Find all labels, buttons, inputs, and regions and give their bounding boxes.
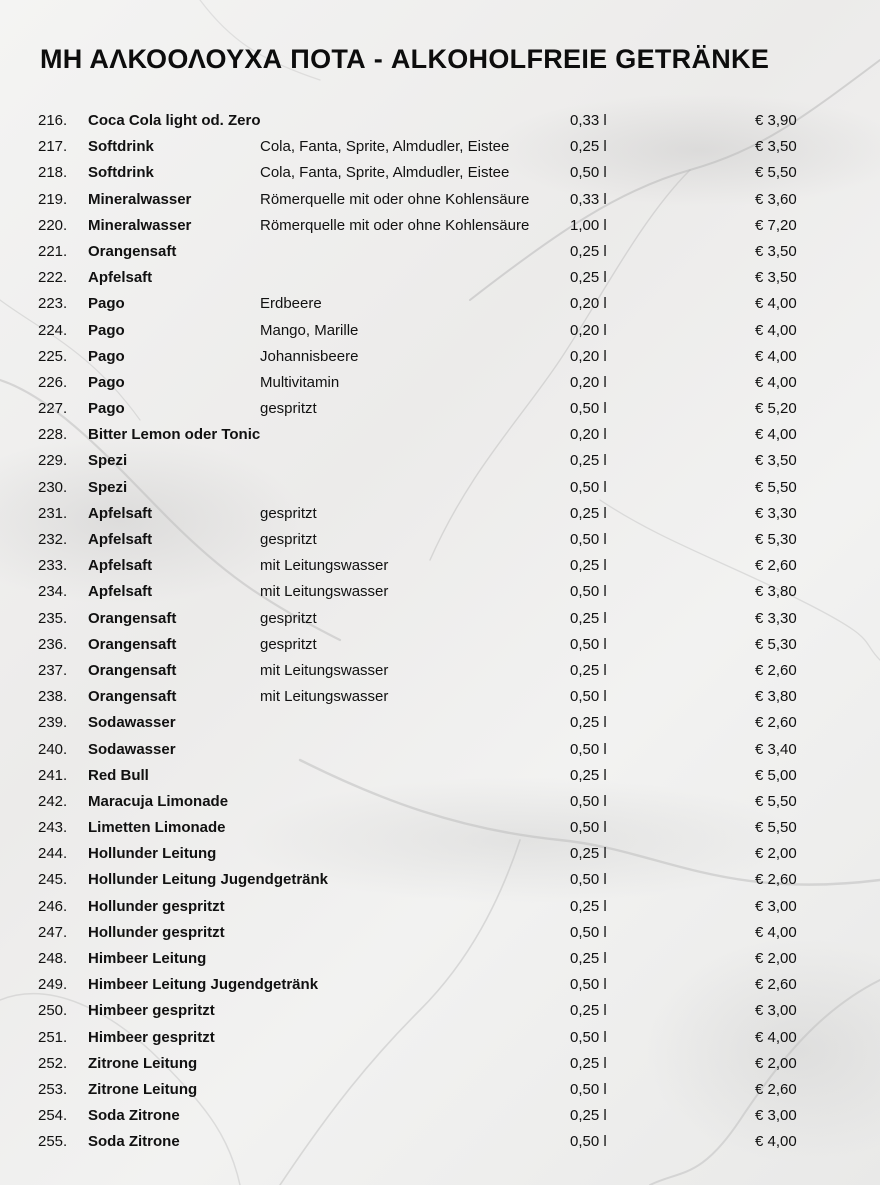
menu-item-row	[0, 501, 880, 527]
item-price: € 2,00	[755, 950, 797, 967]
item-volume: 0,25 l	[570, 661, 607, 679]
menu-item-row	[0, 867, 880, 893]
item-name: Apfelsaft	[88, 531, 153, 548]
item-name: Maracuja Limonade	[88, 792, 229, 810]
menu-item-row	[0, 632, 880, 658]
item-number: 222.	[38, 269, 68, 287]
item-number: 234.	[38, 583, 68, 601]
item-number: 247.	[38, 923, 68, 941]
menu-item-row	[0, 396, 880, 422]
item-price: € 5,20	[755, 400, 797, 418]
item-price: € 3,50	[755, 269, 797, 287]
menu-item-row	[0, 1025, 880, 1051]
item-volume: 0,50 l	[570, 923, 607, 941]
item-volume: 0,50 l	[570, 583, 607, 601]
item-description: gespritzt	[260, 504, 317, 522]
item-price: € 4,00	[755, 347, 797, 365]
item-price: € 3,80	[755, 583, 797, 601]
item-price: € 4,00	[755, 1028, 797, 1046]
item-price: € 4,00	[755, 321, 797, 339]
item-volume: 0,25 l	[570, 1054, 607, 1072]
item-price: € 3,90	[755, 112, 797, 129]
item-price: € 3,50	[755, 138, 797, 156]
item-price: € 4,00	[755, 373, 797, 391]
item-price: € 5,00	[755, 766, 797, 784]
item-number: 226.	[38, 373, 68, 391]
item-volume: 0,25 l	[570, 138, 607, 156]
item-price: € 5,30	[755, 531, 797, 548]
item-volume: 0,25 l	[570, 609, 607, 627]
item-price: € 3,30	[755, 504, 797, 522]
item-number: 232.	[38, 531, 68, 548]
item-name: Pago	[88, 373, 125, 391]
item-price: € 5,50	[755, 792, 797, 810]
item-name: Spezi	[88, 452, 128, 470]
item-name: Himbeer Leitung	[88, 950, 207, 967]
item-name: Pago	[88, 400, 125, 418]
item-name: Orangensaft	[88, 609, 177, 627]
item-price: € 3,40	[755, 740, 797, 758]
item-volume: 0,50 l	[570, 871, 607, 889]
item-number: 225.	[38, 347, 68, 365]
item-description: Johannisbeere	[260, 347, 359, 365]
menu-item-row	[0, 318, 880, 344]
item-volume: 0,25 l	[570, 845, 607, 863]
item-volume: 0,25 l	[570, 766, 607, 784]
item-price: € 3,50	[755, 242, 797, 260]
item-name: Himbeer gespritzt	[88, 1002, 215, 1020]
item-description: Erdbeere	[260, 295, 322, 313]
item-number: 240.	[38, 740, 68, 758]
item-volume: 0,50 l	[570, 164, 607, 182]
item-price: € 4,00	[755, 295, 797, 313]
menu-item-row	[0, 737, 880, 763]
item-price: € 3,60	[755, 190, 797, 208]
item-name: Apfelsaft	[88, 583, 153, 601]
menu-item-row	[0, 946, 880, 972]
item-name: Limetten Limonade	[88, 819, 226, 837]
item-number: 254.	[38, 1107, 68, 1125]
item-number: 223.	[38, 295, 68, 313]
item-volume: 0,33 l	[570, 190, 607, 208]
item-price: € 5,50	[755, 478, 797, 496]
item-number: 231.	[38, 504, 68, 522]
item-volume: 0,50 l	[570, 1028, 607, 1046]
item-number: 220.	[38, 216, 68, 234]
item-name: Orangensaft	[88, 688, 177, 706]
item-price: € 4,00	[755, 426, 797, 444]
item-name: Pago	[88, 295, 125, 313]
item-description: Mango, Marille	[260, 321, 359, 339]
item-name: Sodawasser	[88, 740, 176, 758]
item-name: Zitrone Leitung	[88, 1054, 198, 1072]
menu-item-row	[0, 1077, 880, 1103]
item-volume: 0,50 l	[570, 1133, 607, 1151]
item-price: € 2,60	[755, 557, 797, 575]
item-number: 224.	[38, 321, 68, 339]
item-volume: 1,00 l	[570, 216, 607, 234]
item-number: 242.	[38, 792, 68, 810]
item-price: € 2,60	[755, 871, 797, 889]
item-name: Himbeer Leitung Jugendgetränk	[88, 976, 319, 994]
item-name: Soda Zitrone	[88, 1107, 180, 1125]
item-volume: 0,50 l	[570, 478, 607, 496]
item-number: 249.	[38, 976, 68, 994]
item-name: Mineralwasser	[88, 216, 192, 234]
item-price: € 3,80	[755, 688, 797, 706]
item-volume: 0,25 l	[570, 714, 607, 732]
item-number: 229.	[38, 452, 68, 470]
item-price: € 2,00	[755, 1054, 797, 1072]
drinks-list	[0, 108, 880, 1156]
item-volume: 0,50 l	[570, 688, 607, 706]
menu-item-row	[0, 815, 880, 841]
menu-item-row	[0, 1129, 880, 1155]
item-description: mit Leitungswasser	[260, 661, 389, 679]
menu-item-row	[0, 160, 880, 186]
item-number: 248.	[38, 950, 68, 967]
item-price: € 5,50	[755, 164, 797, 182]
item-description: Cola, Fanta, Sprite, Almdudler, Eistee	[260, 164, 510, 182]
item-description: Cola, Fanta, Sprite, Almdudler, Eistee	[260, 138, 510, 156]
item-volume: 0,20 l	[570, 426, 607, 444]
item-number: 244.	[38, 845, 68, 863]
item-name: Bitter Lemon oder Tonic	[88, 426, 261, 444]
page-title: ΜΗ ΑΛΚΟΟΛΟΥΧΑ ΠΟΤΑ - ALKOHOLFREIE GETRÄNKE	[40, 44, 770, 74]
menu-item-row	[0, 344, 880, 370]
item-volume: 0,25 l	[570, 452, 607, 470]
item-price: € 2,60	[755, 976, 797, 994]
item-name: Sodawasser	[88, 714, 176, 732]
item-description: gespritzt	[260, 400, 317, 418]
item-name: Softdrink	[88, 138, 154, 156]
item-number: 255.	[38, 1133, 68, 1151]
item-price: € 2,00	[755, 845, 797, 863]
item-volume: 0,25 l	[570, 897, 607, 915]
item-description: Römerquelle mit oder ohne Kohlensäure	[260, 216, 530, 234]
item-name: Spezi	[88, 478, 128, 496]
item-name: Apfelsaft	[88, 504, 153, 522]
item-volume: 0,50 l	[570, 792, 607, 810]
item-price: € 3,50	[755, 452, 797, 470]
item-price: € 2,60	[755, 1080, 797, 1098]
item-number: 252.	[38, 1054, 68, 1072]
menu-item-row	[0, 448, 880, 474]
item-name: Soda Zitrone	[88, 1133, 180, 1151]
item-name: Pago	[88, 347, 125, 365]
item-volume: 0,25 l	[570, 557, 607, 575]
menu-item-row	[0, 370, 880, 396]
item-volume: 0,50 l	[570, 400, 607, 418]
menu-item-row	[0, 789, 880, 815]
item-number: 243.	[38, 819, 68, 837]
item-number: 216.	[38, 112, 68, 129]
item-price: € 3,00	[755, 897, 797, 915]
menu-item-row	[0, 710, 880, 736]
item-price: € 5,50	[755, 819, 797, 837]
menu-item-row	[0, 579, 880, 605]
item-volume: 0,25 l	[570, 269, 607, 287]
menu-item-row	[0, 763, 880, 789]
item-name: Coca Cola light od. Zero	[88, 112, 261, 129]
menu-item-row	[0, 187, 880, 213]
item-volume: 0,50 l	[570, 819, 607, 837]
menu-item-row	[0, 108, 880, 134]
item-number: 221.	[38, 242, 68, 260]
item-description: mit Leitungswasser	[260, 557, 389, 575]
item-number: 251.	[38, 1028, 68, 1046]
item-number: 250.	[38, 1002, 68, 1020]
menu-item-row	[0, 265, 880, 291]
item-name: Apfelsaft	[88, 269, 153, 287]
item-volume: 0,33 l	[570, 112, 607, 129]
menu-item-row	[0, 658, 880, 684]
item-volume: 0,20 l	[570, 321, 607, 339]
item-number: 236.	[38, 635, 68, 653]
item-volume: 0,20 l	[570, 347, 607, 365]
item-volume: 0,25 l	[570, 1107, 607, 1125]
item-volume: 0,50 l	[570, 740, 607, 758]
item-price: € 3,00	[755, 1002, 797, 1020]
menu-item-row	[0, 291, 880, 317]
item-name: Hollunder Leitung	[88, 845, 217, 863]
item-name: Himbeer gespritzt	[88, 1028, 215, 1046]
item-price: € 3,00	[755, 1107, 797, 1125]
item-volume: 0,50 l	[570, 1080, 607, 1098]
item-volume: 0,50 l	[570, 635, 607, 653]
item-description: gespritzt	[260, 635, 317, 653]
item-volume: 0,50 l	[570, 531, 607, 548]
item-price: € 4,00	[755, 923, 797, 941]
menu-item-row	[0, 841, 880, 867]
item-name: Hollunder gespritzt	[88, 897, 225, 915]
item-name: Mineralwasser	[88, 190, 192, 208]
item-volume: 0,25 l	[570, 950, 607, 967]
item-name: Orangensaft	[88, 635, 177, 653]
menu-item-row	[0, 1103, 880, 1129]
item-number: 230.	[38, 478, 68, 496]
item-name: Hollunder Leitung Jugendgetränk	[88, 871, 329, 889]
item-number: 253.	[38, 1080, 68, 1098]
menu-item-row	[0, 1051, 880, 1077]
item-name: Hollunder gespritzt	[88, 923, 225, 941]
item-number: 239.	[38, 714, 68, 732]
item-number: 235.	[38, 609, 68, 627]
item-number: 217.	[38, 138, 68, 156]
item-price: € 2,60	[755, 661, 797, 679]
item-number: 238.	[38, 688, 68, 706]
item-number: 237.	[38, 661, 68, 679]
item-number: 228.	[38, 426, 68, 444]
item-description: Multivitamin	[260, 373, 340, 391]
item-price: € 3,30	[755, 609, 797, 627]
menu-item-row	[0, 422, 880, 448]
menu-item-row	[0, 894, 880, 920]
item-description: gespritzt	[260, 609, 317, 627]
menu-item-row	[0, 606, 880, 632]
menu-item-row	[0, 475, 880, 501]
menu-item-row	[0, 213, 880, 239]
item-name: Orangensaft	[88, 242, 177, 260]
menu-item-row	[0, 684, 880, 710]
item-name: Softdrink	[88, 164, 154, 182]
item-volume: 0,25 l	[570, 1002, 607, 1020]
item-number: 245.	[38, 871, 68, 889]
item-name: Apfelsaft	[88, 557, 153, 575]
item-number: 233.	[38, 557, 68, 575]
item-name: Pago	[88, 321, 125, 339]
menu-item-row	[0, 972, 880, 998]
item-price: € 4,00	[755, 1133, 797, 1151]
item-description: mit Leitungswasser	[260, 688, 389, 706]
item-volume: 0,25 l	[570, 504, 607, 522]
item-volume: 0,20 l	[570, 373, 607, 391]
menu-item-row	[0, 239, 880, 265]
item-volume: 0,25 l	[570, 242, 607, 260]
item-description: Römerquelle mit oder ohne Kohlensäure	[260, 190, 530, 208]
item-description: gespritzt	[260, 531, 317, 548]
item-price: € 7,20	[755, 216, 797, 234]
item-number: 246.	[38, 897, 68, 915]
item-number: 227.	[38, 400, 68, 418]
item-name: Orangensaft	[88, 661, 177, 679]
item-name: Zitrone Leitung	[88, 1080, 198, 1098]
item-description: mit Leitungswasser	[260, 583, 389, 601]
menu-item-row	[0, 920, 880, 946]
menu-item-row	[0, 998, 880, 1024]
menu-item-row	[0, 134, 880, 160]
item-name: Red Bull	[88, 766, 149, 784]
item-price: € 5,30	[755, 635, 797, 653]
item-price: € 2,60	[755, 714, 797, 732]
item-number: 219.	[38, 190, 68, 208]
item-volume: 0,50 l	[570, 976, 607, 994]
item-volume: 0,20 l	[570, 295, 607, 313]
menu-item-row	[0, 527, 880, 553]
item-number: 218.	[38, 164, 68, 182]
menu-item-row	[0, 553, 880, 579]
item-number: 241.	[38, 766, 68, 784]
